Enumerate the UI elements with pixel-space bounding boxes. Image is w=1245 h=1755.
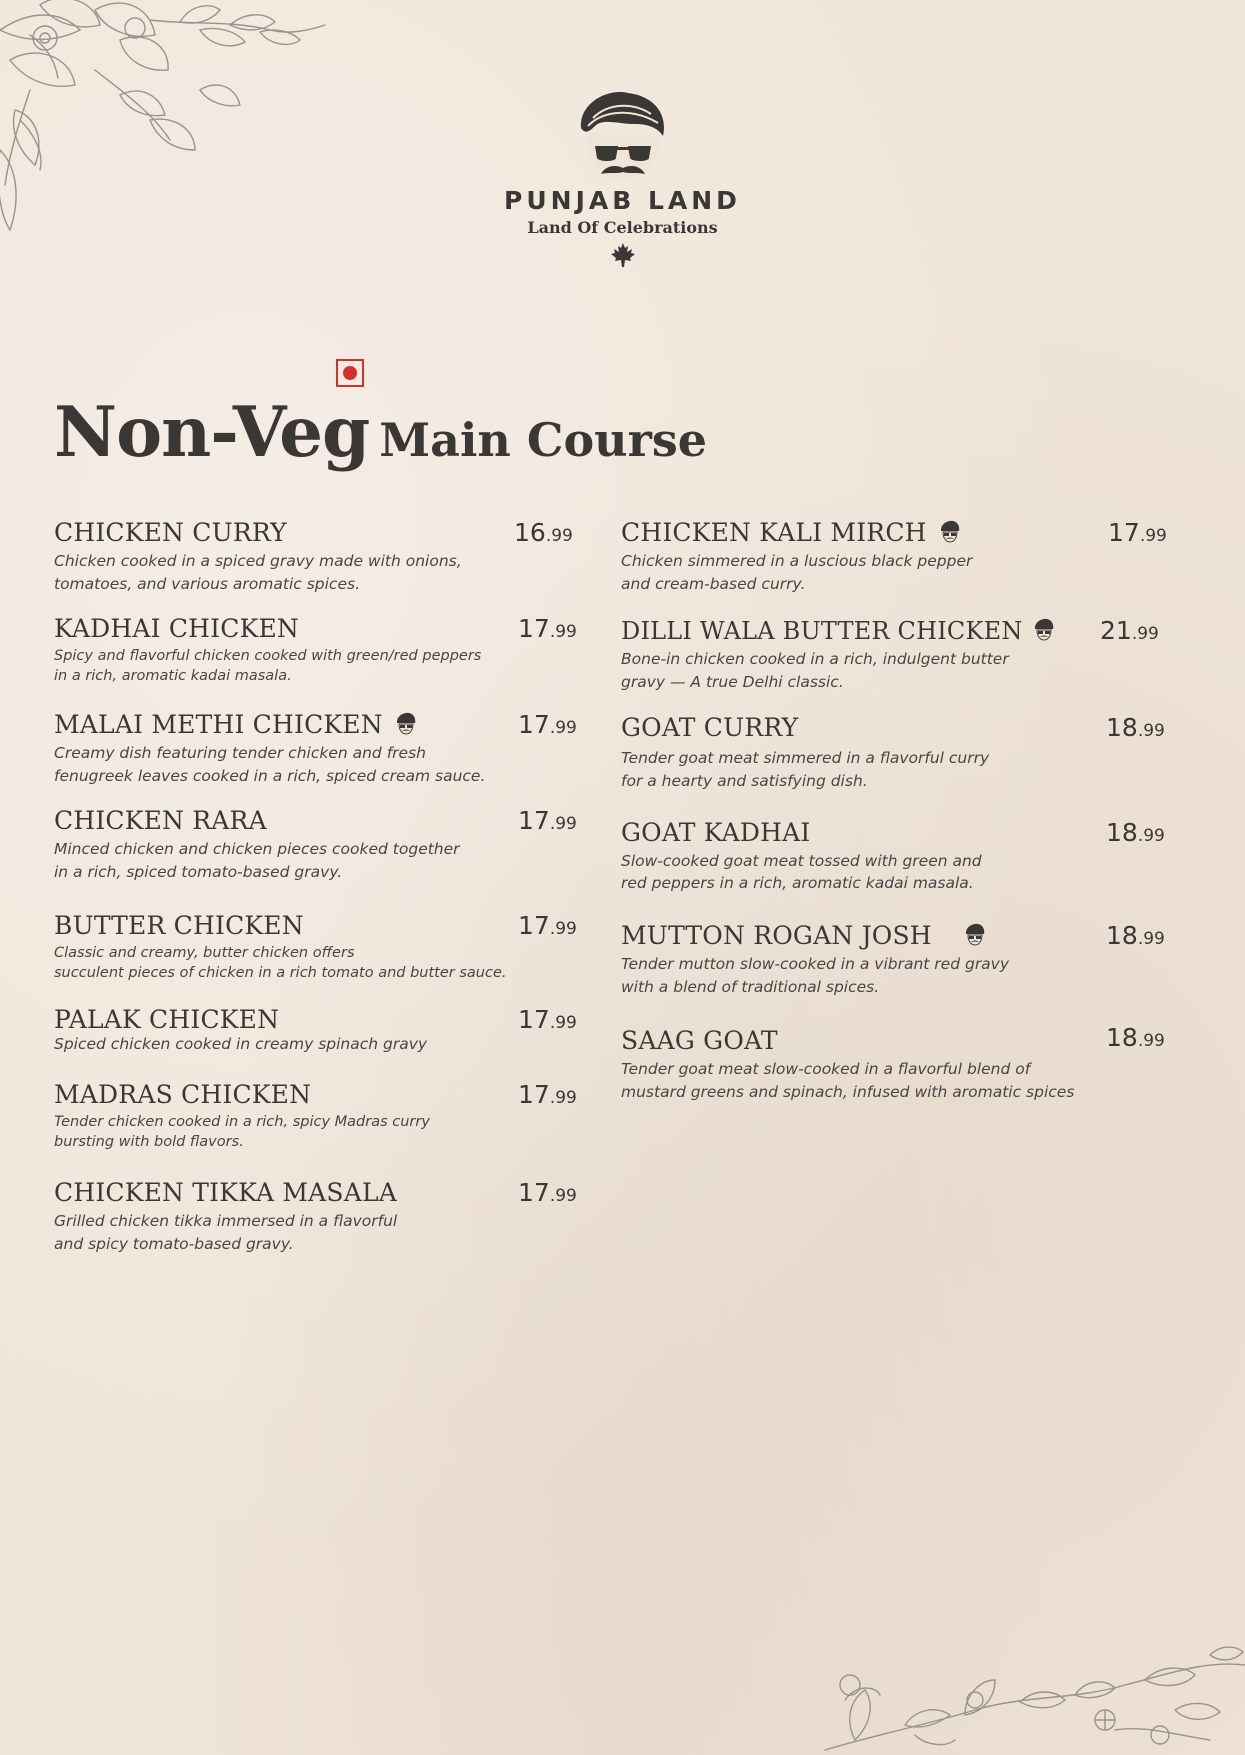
item-price: 17.99 <box>518 806 577 835</box>
item-description: Tender chicken cooked in a rich, spicy Madras curry bursting with bold flavors. <box>54 1114 430 1150</box>
item-price: 17.99 <box>1108 518 1167 547</box>
item-name: PALAK CHICKEN <box>54 1005 280 1034</box>
item-name: CHICKEN KALI MIRCH <box>621 518 1101 548</box>
item-description: Chicken simmered in a luscious black pepper and cream-based curry. <box>621 552 973 593</box>
item-price: 17.99 <box>518 1178 577 1207</box>
item-price: 17.99 <box>518 710 577 739</box>
item-price: 17.99 <box>518 614 577 643</box>
item-name: CHICKEN RARA <box>54 806 267 835</box>
menu-item <box>621 1026 1141 1104</box>
item-name: DILLI WALA BUTTER CHICKEN <box>621 616 1101 646</box>
item-name: GOAT CURRY <box>621 713 799 742</box>
menu-item <box>621 818 1101 894</box>
item-name: CHICKEN CURRY <box>54 518 287 547</box>
item-price: 17.99 <box>518 911 577 940</box>
item-price: 21.99 <box>1100 616 1159 645</box>
item-name: MADRAS CHICKEN <box>54 1080 312 1109</box>
menu-item <box>54 1005 524 1056</box>
brand-logo <box>0 88 1245 268</box>
item-description: Tender mutton slow-cooked in a vibrant red gravy with a blend of traditional spices. <box>621 955 1010 996</box>
menu-item <box>621 616 1101 694</box>
item-description: Grilled chicken tikka immersed in a flavorful and spicy tomato-based gravy. <box>54 1212 398 1253</box>
item-price: 16.99 <box>514 518 573 547</box>
item-description: Tender goat meat simmered in a flavorful curry for a hearty and satisfying dish. <box>621 749 990 790</box>
item-description: Spiced chicken cooked in creamy spinach gravy <box>54 1035 428 1053</box>
item-name: GOAT KADHAI <box>621 818 811 847</box>
item-name: SAAG GOAT <box>621 1026 778 1055</box>
item-description: Tender goat meat slow-cooked in a flavorful blend of mustard greens and spinach, infused with aromatic spices <box>621 1060 1075 1101</box>
title-main: Non-Veg <box>54 392 370 473</box>
turban-face-icon <box>395 712 417 736</box>
item-name: CHICKEN TIKKA MASALA <box>54 1178 398 1207</box>
item-name: MUTTON ROGAN JOSH <box>621 921 1101 951</box>
item-price: 18.99 <box>1106 1023 1165 1052</box>
menu-item <box>621 518 1101 596</box>
item-price: 18.99 <box>1106 818 1165 847</box>
floral-corner-bottom-right <box>815 1640 1245 1755</box>
menu-item <box>54 1178 524 1256</box>
menu-item <box>621 713 1101 793</box>
item-name: BUTTER CHICKEN <box>54 911 304 940</box>
page-title <box>54 392 707 473</box>
item-price: 17.99 <box>518 1080 577 1109</box>
turban-man-logo-icon <box>573 88 673 184</box>
item-description: Minced chicken and chicken pieces cooked together in a rich, spiced tomato-based gravy. <box>54 840 460 881</box>
item-description: Bone-in chicken cooked in a rich, indulgent butter gravy — A true Delhi classic. <box>621 650 1009 691</box>
turban-face-icon <box>939 520 961 544</box>
item-price: 18.99 <box>1106 921 1165 950</box>
maple-leaf-icon <box>610 242 636 268</box>
item-description: Classic and creamy, butter chicken offers succulent pieces of chicken in a rich tomato and butter sauce. <box>54 945 507 981</box>
item-description: Slow-cooked goat meat tossed with green and red peppers in a rich, aromatic kadai masala. <box>621 852 982 892</box>
item-price: 17.99 <box>518 1005 577 1034</box>
menu-item <box>54 1080 524 1152</box>
menu-item <box>54 710 524 788</box>
item-description: Chicken cooked in a spiced gravy made with onions, tomatoes, and various aromatic spices. <box>54 552 462 593</box>
menu-item <box>54 518 514 596</box>
item-price: 18.99 <box>1106 713 1165 742</box>
item-name: KADHAI CHICKEN <box>54 614 299 643</box>
item-name: MALAI METHI CHICKEN <box>54 710 524 740</box>
item-description: Spicy and flavorful chicken cooked with green/red peppers in a rich, aromatic kadai masala. <box>54 648 482 684</box>
menu-item <box>621 921 1101 999</box>
turban-face-icon <box>964 923 986 947</box>
brand-tagline: Land Of Celebrations <box>527 218 718 237</box>
non-veg-symbol-icon <box>336 359 364 387</box>
brand-name: PUNJAB LAND <box>504 186 741 215</box>
title-sub: Main Course <box>379 413 708 467</box>
turban-face-icon <box>1033 618 1055 642</box>
menu-item <box>54 614 524 686</box>
menu-item <box>54 911 524 983</box>
menu-item <box>54 806 524 884</box>
item-description: Creamy dish featuring tender chicken and fresh fenugreek leaves cooked in a rich, spiced cream sauce. <box>54 744 486 785</box>
